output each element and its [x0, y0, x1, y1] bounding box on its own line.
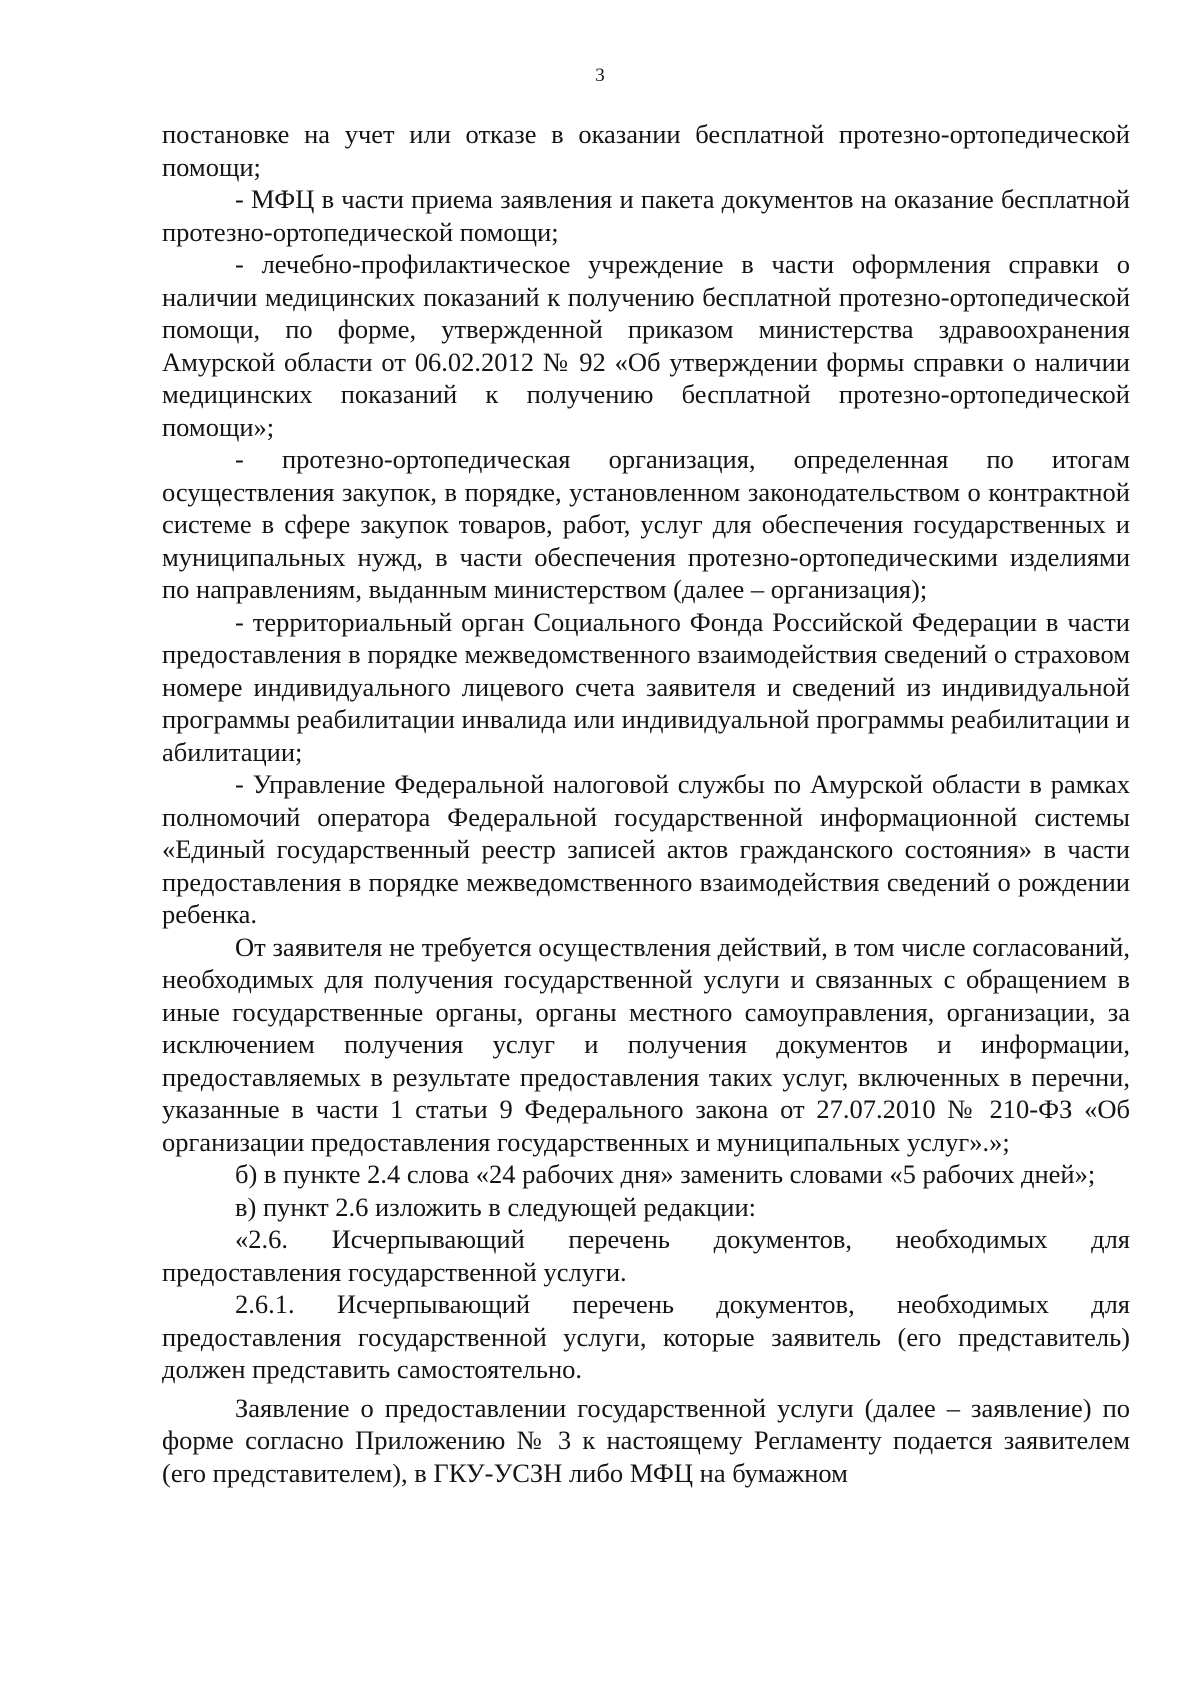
paragraph: постановке на учет или отказе в оказании бесплатной протезно-ортопедической помощи; — [162, 119, 1130, 182]
paragraph: 2.6.1. Исчерпывающий перечень документов, необходимых для предоставления государственной услуги, которые заявитель (его представитель) должен представить самостоятельно. — [162, 1289, 1130, 1384]
document-body — [162, 118, 1130, 1489]
paragraph: От заявителя не требуется осуществления действий, в том числе согласований, необходимых для получения государственной услуги и связанных с обращением в иные государственные органы, органы местного самоуправления, организации, за исключением получения услуг и получения документов и информации, предоставляемых в результате предоставления таких услуг, включенных в перечни, указанные в части 1 статьи 9 Федерального закона от 27.07.2010 № 210-ФЗ «Об организации предоставления государственных и муниципальных услуг».»; — [162, 931, 1130, 1157]
paragraph: в) пункт 2.6 изложить в следующей редакции: — [235, 1191, 757, 1222]
paragraph: - Управление Федеральной налоговой службы по Амурской области в рамках полномочий оператора Федеральной государственной информационной системы «Единый государственный реестр записей актов гражданского состояния» в части предоставления в порядке межведомственного взаимодействия сведений о рождении ребенка. — [162, 769, 1130, 929]
paragraph: - протезно-ортопедическая организация, определенная по итогам осуществления закупок, в порядке, установленном законодательством о контрактной системе в сфере закупок товаров, работ, услуг для обеспечения государственных и муниципальных нужд, в части обеспечения протезно-ортопедическими изделиями по направлениям, выданным министерством (далее – организация); — [162, 444, 1130, 604]
paragraph: - территориальный орган Социального Фонда Российской Федерации в части предоставления в порядке межведомственного взаимодействия сведений о страховом номере индивидуального лицевого счета заявителя и сведений из индивидуальной программы реабилитации инвалида или индивидуальной программы реабилитации и абилитации; — [162, 606, 1130, 767]
paragraph: «2.6. Исчерпывающий перечень документов, необходимых для предоставления государственной услуги. — [162, 1224, 1130, 1287]
paragraph: - лечебно-профилактическое учреждение в части оформления справки о наличии медицинских показаний к получению бесплатной протезно-ортопедической помощи, по форме, утвержденной приказом министерства здравоохранения Амурской области от 06.02.2012 № 92 «Об утверждении формы справки о наличии медицинских показаний к получению бесплатной протезно-ортопедической помощи»; — [162, 249, 1130, 442]
page-number: 3 — [595, 65, 605, 86]
paragraph: - МФЦ в части приема заявления и пакета документов на оказание бесплатной протезно-ортопедической помощи; — [162, 184, 1130, 247]
paragraph: Заявление о предоставлении государственной услуги (далее – заявление) по форме согласно Приложению № 3 к настоящему Регламенту подается заявителем (его представителем), в ГКУ-УСЗН либо МФЦ на бумажном — [162, 1392, 1130, 1488]
paragraph: б) в пункте 2.4 слова «24 рабочих дня» заменить словами «5 рабочих дней»; — [235, 1159, 1096, 1189]
